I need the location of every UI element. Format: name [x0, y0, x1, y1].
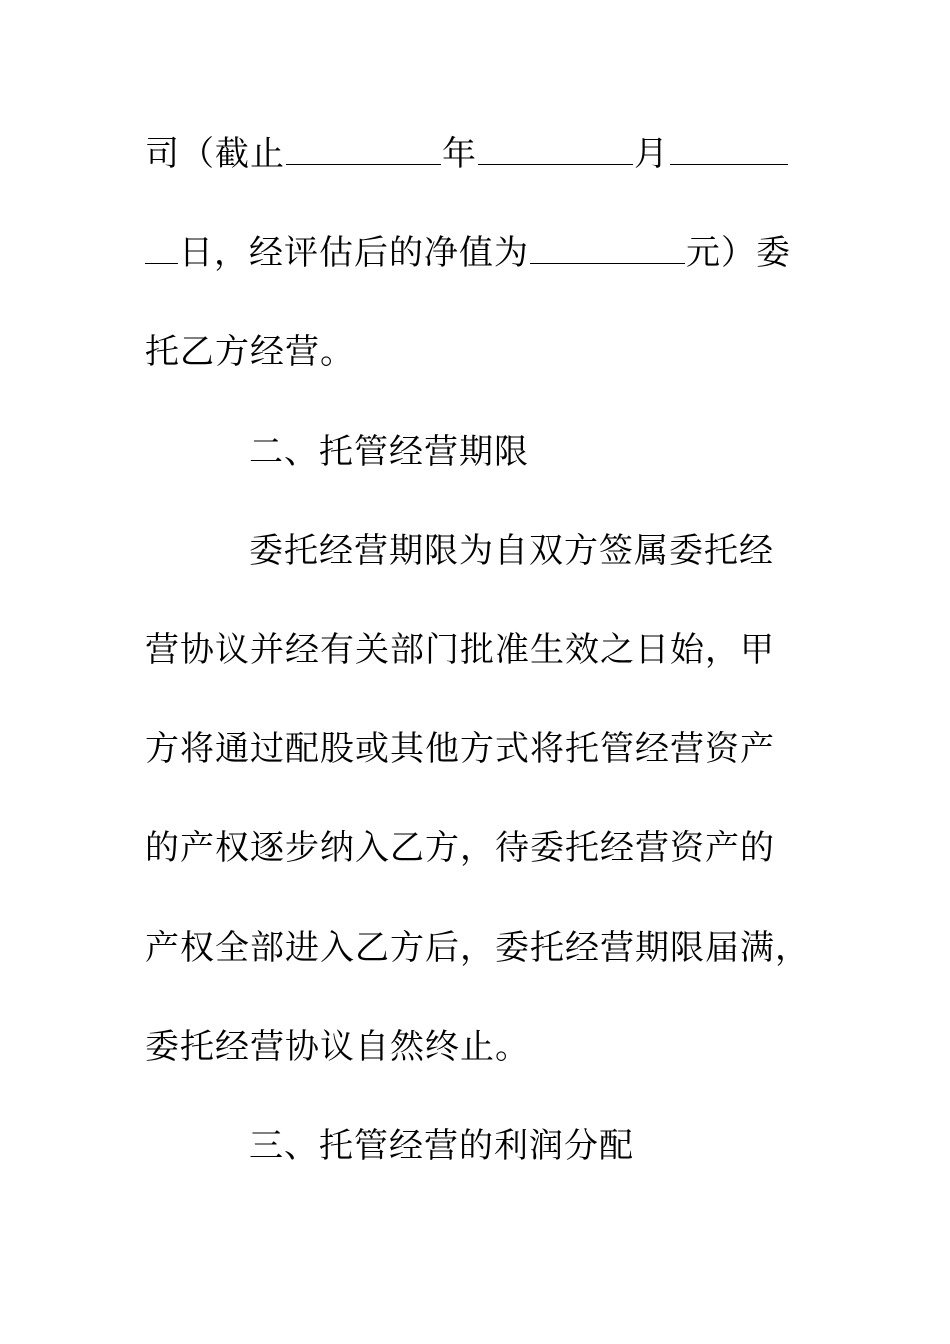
paragraph-line: 委托经营期限为自双方签属委托经 — [249, 531, 774, 571]
paragraph-line: 托乙方经营。 — [145, 332, 355, 372]
day-blank-end — [145, 235, 178, 264]
day-blank-start — [670, 136, 788, 165]
paragraph-line — [145, 134, 789, 174]
paragraph-line: 的产权逐步纳入乙方，待委托经营资产的 — [145, 828, 775, 868]
paragraph-line: 产权全部进入乙方后，委托经营期限届满， — [145, 928, 810, 968]
text-fragment: 年 — [442, 134, 477, 174]
text-fragment: 日，经评估后的净值为 — [179, 233, 529, 273]
text-fragment: 司（截止 — [145, 134, 285, 174]
paragraph-line: 方将通过配股或其他方式将托管经营资产 — [145, 729, 775, 769]
net-value-blank — [530, 235, 685, 264]
paragraph-line — [145, 233, 791, 273]
text-fragment: 月 — [634, 134, 669, 174]
text-fragment: 元）委 — [686, 233, 791, 273]
paragraph-line: 营协议并经有关部门批准生效之日始，甲 — [145, 630, 775, 670]
section-heading: 二、托管经营期限 — [249, 432, 529, 472]
month-blank — [478, 136, 633, 165]
section-heading: 三、托管经营的利润分配 — [249, 1126, 634, 1166]
year-blank — [286, 136, 441, 165]
paragraph-line: 委托经营协议自然终止。 — [145, 1027, 530, 1067]
